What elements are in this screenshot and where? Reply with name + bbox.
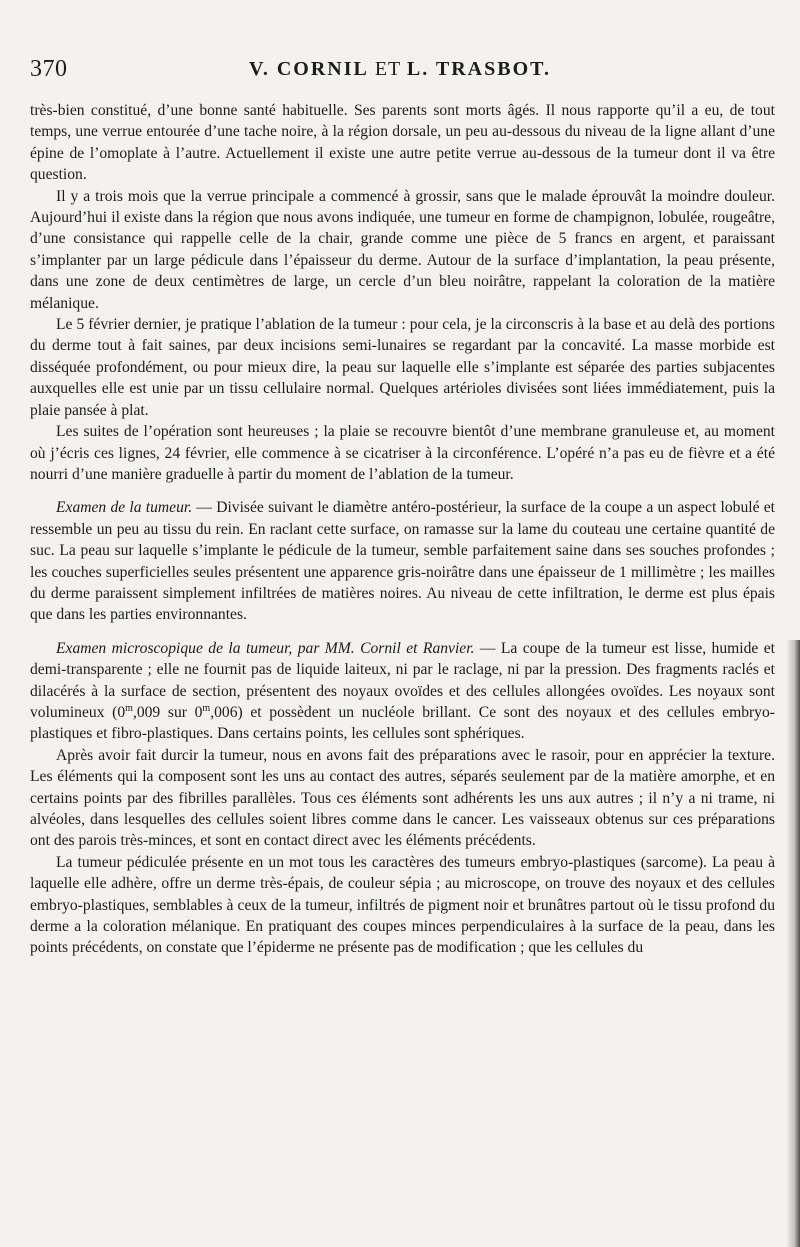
paragraph-postoperative: Les suites de l’opération sont heureuses ; la plaie se recouvre bientôt d’une membrane granuleuse et, au moment où j’écris ces lignes, 24 février, elle commence à se cicatriser à la circonférence. L’opéré n’a pas eu de fièvre et a été nourri d’une manière graduelle à partir du moment de l’ablation de la tumeur. [30, 423, 775, 483]
microscopic-exam-text-b: ,009 sur 0 [132, 703, 203, 721]
section-title-microscopic-exam: Examen microscopique de la tumeur, par MM. Cornil et Ranvier. [56, 639, 475, 657]
unit-superscript-2: m [202, 702, 211, 714]
paragraph-continuation: très-bien constitué, d’une bonne santé habituelle. Ses parents sont morts âgés. Il nous rapporte qu’il a eu, de tout temps, une verrue entourée d’une tache noire, à la région dorsale, un peu au-dessous du niveau de la ligne allant d’une épine de l’omoplate à l’autre. Actuellement il existe une autre petite verrue au-dessous de la tumeur dont il va être question. [30, 102, 775, 184]
page-edge-shadow [786, 640, 800, 1247]
running-head-conjunction: ET [374, 58, 401, 80]
unit-superscript-1: m [125, 702, 133, 714]
running-head-author1: V. CORNIL [248, 58, 369, 80]
running-head [30, 58, 770, 81]
paragraph-ablation: Le 5 février dernier, je pratique l’ablation de la tumeur : pour cela, je la circonscris à la base et au delà des portions du derme tout à fait saines, par deux incisions semi-lunaires se regardant par la concavité. La masse morbide est disséquée profondément, ou pour mieux dire, la peau sur laquelle elle s’implante est séparée des parties subjacentes auxquelles elle est unie par un tissu cellulaire normal. Quelques artérioles divisées sont liées immédiatement, puis la plaie pansée à plat. [30, 316, 775, 419]
page-header [30, 56, 770, 92]
tumor-exam-text: — Divisée suivant le diamètre antéro-postérieur, la surface de la coupe a un aspect lobulé et ressemble un peu au tissu du rein. En raclant cette surface, on ramasse sur la lame du couteau une certaine quantité de suc. La peau sur laquelle s’implante le pédicule de la tumeur, semble parfaitement saine dans ses souches profondes ; les couches superficielles seules présentent une apparence gris-noirâtre dans une épaisseur de 1 millimètre ; les mailles du derme paraissent simplement infiltrées de matières noires. Au niveau de cette infiltration, le derme est plus épais que dans les parties environnantes. [30, 499, 775, 624]
section-title-tumor-exam: Examen de la tumeur. [56, 499, 193, 517]
page-number: 370 [30, 56, 68, 82]
body-text [30, 100, 775, 959]
running-head-author2: L. TRASBOT. [406, 58, 552, 80]
microscopic-exam-text-a: — La coupe de la tumeur est lisse, humide et demi-transparente ; elle ne fournit pas de liquide laiteux, ni par le raclage, ni par la pression. Des fragments raclés et dilacérés à la surface de section, présentent des noyaux ovoïdes et des cellules allongées ovoïdes. Les noyaux sont volumineux (0 [30, 639, 775, 721]
paragraph-microscopic-exam [30, 638, 775, 745]
microscopic-exam-text-c: ,006) et possèdent un nucléole brillant. Ce sont des noyaux et des cellules embryo-plastiques et fibro-plastiques. Dans certains points, les cellules sont sphériques. [30, 703, 775, 743]
paragraph-conclusion: La tumeur pédiculée présente en un mot tous les caractères des tumeurs embryo-plastiques (sarcome). La peau à laquelle elle adhère, offre un derme très-épais, de couleur sépia ; au microscope, on trouve des noyaux et des cellules embryo-plastiques, semblables à ceux de la tumeur, infiltrés de pigment noir et brunâtres partout où le tissu profond du derme a la coloration mélanique. En pratiquant des coupes minces perpendiculaires à la surface de la peau, dans les points précédents, on constate que l’épiderme ne présente pas de modification ; que les cellules du [30, 853, 775, 957]
paragraph-texture: Après avoir fait durcir la tumeur, nous en avons fait des préparations avec le rasoir, pour en apprécier la texture. Les éléments qui la composent sont les uns au contact des autres, séparés seulement par de la matière amorphe, et en certains points par des fibrilles parallèles. Tous ces éléments sont adhérents les uns aux autres ; il n’y a ni trame, ni alvéoles, dans lesquelles des cellules soient libres comme dans le cancer. Les vaisseaux obtenus sur ces préparations ont des parois très-minces, et sont en contact direct avec les éléments précédents. [30, 746, 775, 850]
paragraph-tumor-exam [30, 497, 775, 625]
paragraph-tumor-growth: Il y a trois mois que la verrue principale a commencé à grossir, sans que le malade éprouvât la moindre douleur. Aujourd’hui il existe dans la région que nous avons indiquée, une tumeur en forme de champignon, lobulée, rougeâtre, d’une consistance qui rappelle celle de la chair, grande comme une pièce de 5 francs en argent, et paraissant s’implanter par un large pédicule dans l’épaisseur du derme. Autour de la surface d’implantation, la peau présente, dans une zone de deux centimètres de large, un cercle d’un bleu noirâtre, rappelant la coloration de la matière mélanique. [30, 187, 775, 312]
